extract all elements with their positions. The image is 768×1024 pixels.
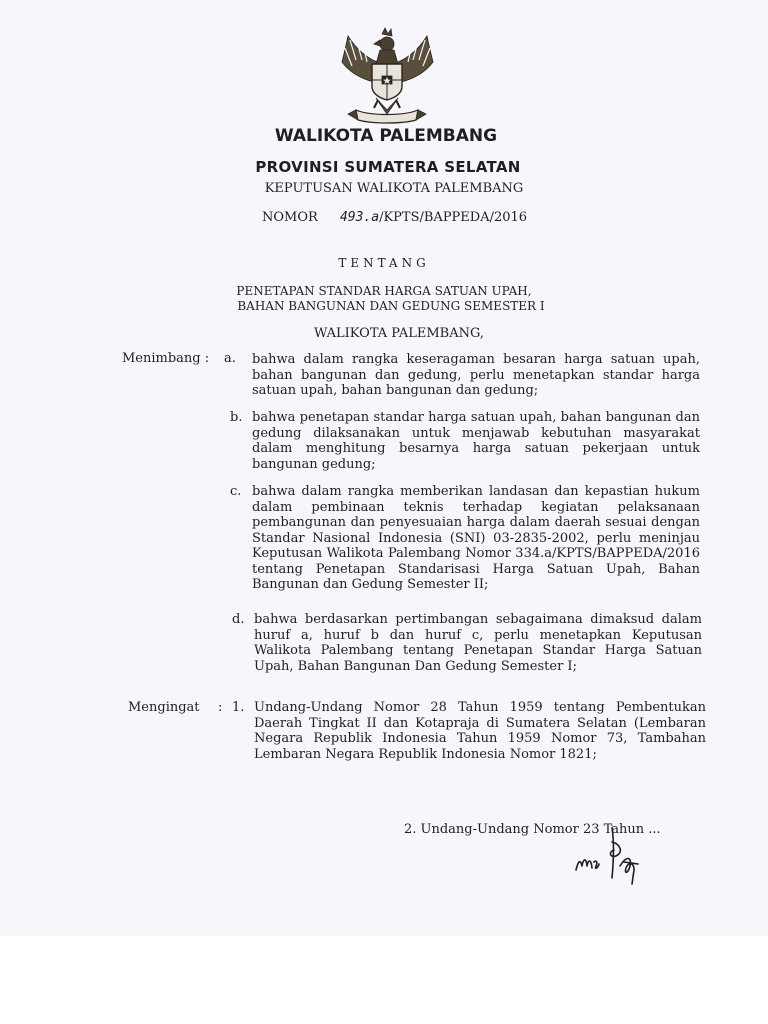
city-heading: WALIKOTA PALEMBANG: [274, 126, 498, 146]
menimbang-item-d: bahwa berdasarkan pertimbangan sebagaimana dimaksud dalam huruf a, huruf b dan huruf c, perlu menetapkan Keputusan Walikota Palembang tentang Penetapan Standar Harga Satuan Upah, Bahan Bangunan Dan Gedung Semester I;: [254, 612, 702, 674]
mengingat-colon: :: [218, 700, 223, 715]
number-suffix: /KPTS/BAPPEDA/2016: [379, 210, 528, 225]
menimbang-label: Menimbang :: [122, 351, 210, 366]
menimbang-marker-c: c.: [230, 484, 242, 499]
decree-type: KEPUTUSAN WALIKOTA PALEMBANG: [264, 181, 524, 196]
menimbang-item-c: bahwa dalam rangka memberikan landasan dan kepastian hukum dalam pembinaan teknis terhadap kegiatan pelaksanaan pembangunan dan penyesuaian harga dalam daerah sesuai dengan Standar Nasional Indonesia (SNI) 03-2835-2002, perlu meninjau Keputusan Walikota Palembang Nomor 334.a/KPTS/BAPPEDA/2016 tentang Penetapan Standarisasi Harga Satuan Upah, Bahan Bangunan dan Gedung Semester II;: [252, 484, 700, 592]
number-label: NOMOR: [262, 210, 318, 225]
decree-number: [262, 210, 527, 225]
menimbang-marker-a: a.: [224, 351, 236, 366]
garuda-emblem-icon: [330, 24, 445, 124]
title-line-2: BAHAN BANGUNAN DAN GEDUNG SEMESTER I: [237, 299, 545, 313]
menimbang-item-b: bahwa penetapan standar harga satuan upah, bahan bangunan dan gedung dilaksanakan untuk menjawab kebutuhan masyarakat dalam menghitung besarnya harga satuan pekerjaan untuk bangunan gedung;: [252, 410, 700, 472]
handwritten-number: 493.a: [339, 210, 380, 225]
tentang-label: TENTANG: [338, 256, 430, 270]
issuer-line: WALIKOTA PALEMBANG,: [313, 326, 485, 341]
menimbang-marker-d: d.: [232, 612, 245, 627]
menimbang-item-a: bahwa dalam rangka keseragaman besaran harga satuan upah, bahan bangunan dan gedung, perlu menetapkan standar harga satuan upah, bahan bangunan dan gedung;: [252, 352, 700, 398]
continuation-text: 2. Undang-Undang Nomor 23 Tahun ...: [404, 822, 661, 837]
province-heading: PROVINSI SUMATERA SELATAN: [255, 158, 521, 176]
menimbang-marker-b: b.: [230, 410, 243, 425]
handwritten-initials-signature: [568, 822, 648, 886]
mengingat-marker-1: 1.: [232, 700, 245, 715]
title-line-1: PENETAPAN STANDAR HARGA SATUAN UPAH,: [236, 284, 532, 298]
mengingat-item-1: Undang-Undang Nomor 28 Tahun 1959 tentang Pembentukan Daerah Tingkat II dan Kotapraja di Sumatera Selatan (Lembaran Negara Republik Indonesia Tahun 1959 Nomor 73, Tambahan Lembaran Negara Republik Indonesia Nomor 1821;: [254, 700, 706, 762]
mengingat-label: Mengingat: [128, 700, 200, 715]
